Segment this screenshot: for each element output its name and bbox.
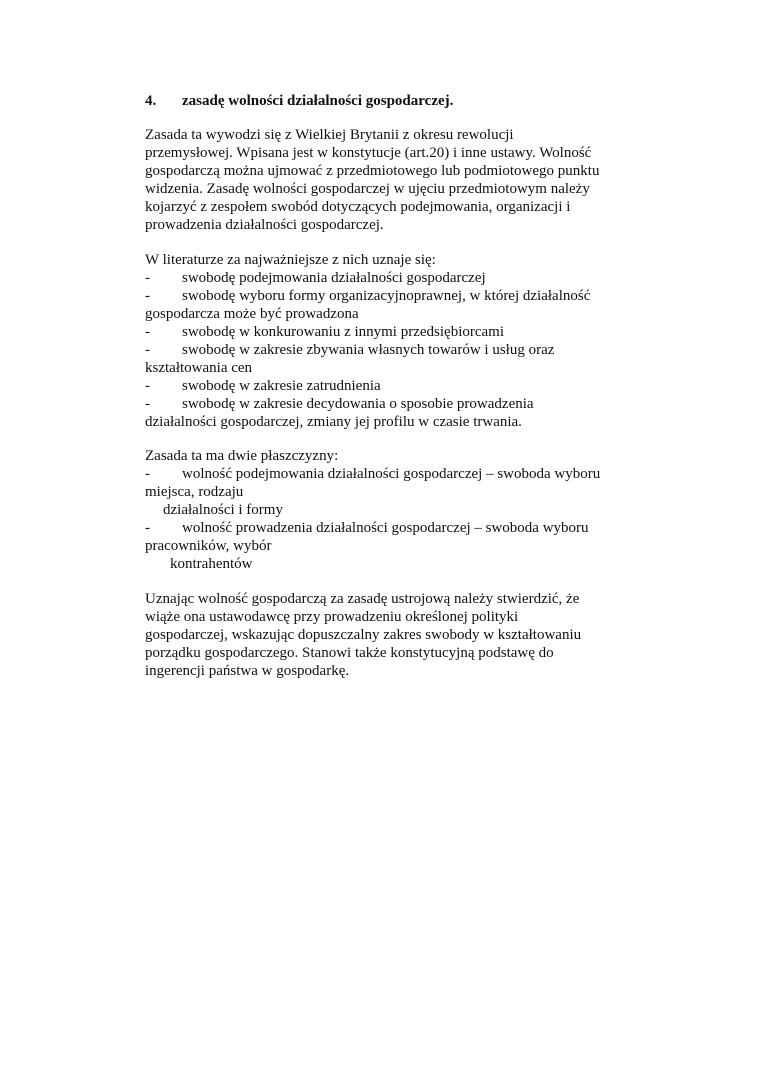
list-marker: -	[145, 378, 150, 394]
paragraph-1-line: prowadzenia działalności gospodarczej.	[145, 217, 384, 233]
paragraph-1-line: widzenia. Zasadę wolności gospodarczej w ujęciu przedmiotowym należy	[145, 181, 590, 197]
list-marker: -	[145, 270, 150, 286]
list-item-continuation: kontrahentów	[170, 556, 253, 572]
list-item: swobodę w konkurowaniu z innymi przedsiębiorcami	[182, 324, 505, 340]
list-item-continuation: działalności gospodarczej, zmiany jej profilu w czasie trwania.	[145, 414, 522, 430]
heading-title: zasadę wolności działalności gospodarczej.	[182, 93, 454, 109]
list-marker: -	[145, 520, 150, 536]
paragraph-4-line: wiąże ona ustawodawcę przy prowadzeniu określonej polityki	[145, 609, 519, 625]
paragraph-4-line: Uznając wolność gospodarczą za zasadę ustrojową należy stwierdzić, że	[145, 591, 580, 607]
list-item: wolność podejmowania działalności gospodarczej – swoboda wyboru	[182, 466, 601, 482]
list-item-continuation: działalności i formy	[163, 502, 283, 518]
paragraph-4-line: porządku gospodarczego. Stanowi także konstytucyjną podstawę do	[145, 645, 554, 661]
list-1-intro: W literaturze za najważniejsze z nich uznaje się:	[145, 252, 436, 268]
list-item-continuation: miejsca, rodzaju	[145, 484, 244, 500]
paragraph-1-line: kojarzyć z zespołem swobód dotyczących podejmowania, organizacji i	[145, 199, 571, 215]
paragraph-1-line: Zasada ta wywodzi się z Wielkiej Brytanii z okresu rewolucji	[145, 127, 514, 143]
list-2-intro: Zasada ta ma dwie płaszczyzny:	[145, 448, 339, 464]
list-marker: -	[145, 342, 150, 358]
list-marker: -	[145, 466, 150, 482]
paragraph-1-line: przemysłowej. Wpisana jest w konstytucje (art.20) i inne ustawy. Wolność	[145, 145, 592, 161]
list-item-continuation: pracowników, wybór	[145, 538, 272, 554]
list-item: swobodę w zakresie zbywania własnych towarów i usług oraz	[182, 342, 555, 358]
list-marker: -	[145, 324, 150, 340]
paragraph-1-line: gospodarczą można ujmować z przedmiotowego lub podmiotowego punktu	[145, 163, 600, 179]
paragraph-4-line: gospodarczej, wskazując dopuszczalny zakres swobody w kształtowaniu	[145, 627, 582, 643]
list-item: wolność prowadzenia działalności gospodarczej – swoboda wyboru	[182, 520, 589, 536]
list-item: swobodę podejmowania działalności gospodarczej	[182, 270, 486, 286]
list-item-continuation: gospodarcza może być prowadzona	[145, 306, 359, 322]
list-item: swobodę w zakresie decydowania o sposobie prowadzenia	[182, 396, 534, 412]
paragraph-4-line: ingerencji państwa w gospodarkę.	[145, 663, 350, 679]
list-item-continuation: kształtowania cen	[145, 360, 253, 376]
list-marker: -	[145, 396, 150, 412]
list-marker: -	[145, 288, 150, 304]
list-item: swobodę wyboru formy organizacyjnoprawnej, w której działalność	[182, 288, 591, 304]
list-item: swobodę w zakresie zatrudnienia	[182, 378, 381, 394]
heading-number: 4.	[145, 93, 157, 109]
